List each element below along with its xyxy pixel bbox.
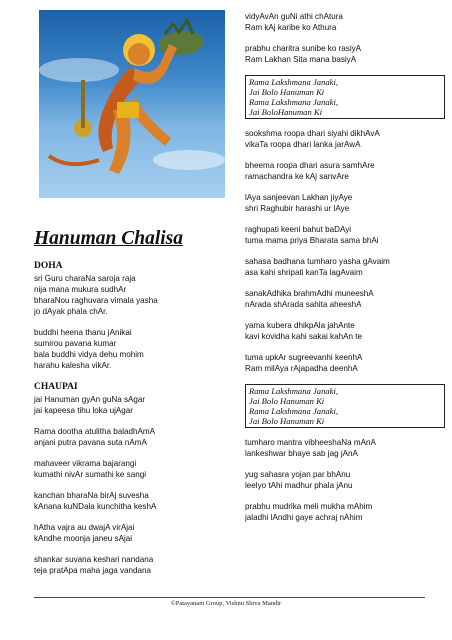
verse-stanza: [245, 11, 445, 33]
chorus-line: Rama Lakshmana Janaki,: [249, 406, 339, 416]
verse-line: nArada shArada sahita aheeshA: [245, 300, 362, 309]
chorus-box: [245, 384, 445, 428]
chorus-box: [245, 75, 445, 119]
verse-line: yama kubera dhikpAla jahAnte: [245, 321, 355, 330]
verse-line: vikaTa roopa dhari lanka jarAwA: [245, 140, 361, 149]
verse-stanza: [245, 352, 445, 374]
verse-stanza: [34, 273, 230, 317]
verse-stanza: [245, 437, 445, 459]
right-column: [245, 11, 445, 533]
hanuman-flying-icon: [39, 10, 225, 198]
verse-line: lankeshwar bhaye sab jag jAnA: [245, 449, 358, 458]
chaupai-heading: CHAUPAI: [34, 382, 78, 392]
verse-line: leelyo tAhi madhur phala jAnu: [245, 481, 353, 490]
verse-line: kAndhe moonja janeu sAjai: [34, 534, 133, 543]
verse-line: kanchan bharaNa birAj suvesha: [34, 491, 149, 500]
verse-line: buddhi heena thanu jAnikai: [34, 328, 132, 337]
verse-stanza: [34, 327, 230, 371]
left-column: [34, 10, 230, 586]
chorus-line: Jai Bolo Hanuman Ki: [249, 87, 325, 97]
chorus-line: Rama Lakshmana Janaki,: [249, 386, 339, 396]
verse-line: kAnana kuNDala kunchitha keshA: [34, 502, 157, 511]
chorus-line: Jai Bolo Hanuman Ki: [249, 396, 325, 406]
verse-stanza: [245, 320, 445, 342]
verse-line: vidyAvAn guNi athi chAtura: [245, 12, 343, 21]
verse-line: bala buddhi vidya dehu mohim: [34, 350, 144, 359]
verse-line: anjani putra pavana suta nAmA: [34, 438, 147, 447]
verse-line: sumirou pavana kumar: [34, 339, 117, 348]
verse-stanza: [34, 426, 230, 448]
verse-stanza: [245, 256, 445, 278]
verse-line: ramachandra ke kAj sanvAre: [245, 172, 349, 181]
verse-stanza: [245, 469, 445, 491]
chorus-line: Jai Bolo Hanuman Ki: [249, 416, 325, 426]
doha-heading: DOHA: [34, 261, 63, 271]
verse-line: lAya sanjeevan Lakhan jiyAye: [245, 193, 353, 202]
verse-line: bharaNou raghuvara vimala yasha: [34, 296, 158, 305]
verse-line: Ram Lakhan Sita mana basiyA: [245, 55, 357, 64]
verse-stanza: [245, 128, 445, 150]
verse-line: bheema roopa dhari asura samhAre: [245, 161, 375, 170]
verse-line: raghupati keeni bahut baDAyi: [245, 225, 352, 234]
verse-line: mahaveer vikrama bajarangi: [34, 459, 137, 468]
verse-line: jai kapeesa tihu loka ujAgar: [34, 406, 133, 415]
verse-line: kumathi nivAr sumathi ke sangi: [34, 470, 147, 479]
verse-line: Ram kAj karibe ko Athura: [245, 23, 337, 32]
verse-stanza: [245, 224, 445, 246]
verse-line: sookshma roopa dhari siyahi dikhAvA: [245, 129, 380, 138]
verse-line: jaladhi lAndhi gaye achraj nAhim: [245, 513, 363, 522]
verse-line: tuma upkAr sugreevanhi keenhA: [245, 353, 363, 362]
verse-stanza: [245, 288, 445, 310]
verse-line: jo dAyak phala chAr.: [34, 307, 108, 316]
verse-line: Ram milAya rAjapadha deenhA: [245, 364, 358, 373]
verse-line: sri Guru charaNa saroja raja: [34, 274, 136, 283]
verse-line: sanakAdhika brahmAdhi muneeshA: [245, 289, 374, 298]
chorus-line: Jai BoloHanuman Ki: [249, 107, 323, 117]
verse-line: prabhu charitra sunibe ko rasiyA: [245, 44, 362, 53]
verse-line: prabhu mudrika meli mukha mAhim: [245, 502, 373, 511]
verse-line: hAtha vajra au dwajA virAjai: [34, 523, 135, 532]
verse-line: kavi kovidha kahi sakai kahAn te: [245, 332, 362, 341]
verse-stanza: [34, 490, 230, 512]
verse-line: teja pratApa maha jaga vandana: [34, 566, 151, 575]
verse-stanza: [245, 501, 445, 523]
footer-copyright: ©Patayanam Group, Vishnu Shiva Mandir: [170, 600, 282, 607]
verse-line: shri Raghubir harashi ur lAye: [245, 204, 350, 213]
verse-line: Rama dootha atulitha baladhAmA: [34, 427, 156, 436]
verse-line: tumharo mantra vibheeshaNa mAnA: [245, 438, 376, 447]
verse-line: jai Hanuman gyAn guNa sAgar: [34, 395, 146, 404]
verse-stanza: [245, 160, 445, 182]
page-title: Hanuman Chalisa: [34, 228, 184, 249]
verse-line: shankar suvana keshari nandana: [34, 555, 154, 564]
chorus-line: Rama Lakshmana Janaki,: [249, 97, 339, 107]
verse-line: tuma mama priya Bharata sama bhAi: [245, 236, 379, 245]
verse-stanza: [34, 522, 230, 544]
verse-line: nija mana mukura sudhAr: [34, 285, 127, 294]
verse-stanza: [245, 43, 445, 65]
verse-line: harahu kalesha vikAr.: [34, 361, 112, 370]
verse-line: yug sahasra yojan par bhAnu: [245, 470, 351, 479]
verse-stanza: [245, 192, 445, 214]
footer-divider: [34, 597, 425, 598]
verse-line: sahasa badhana tumharo yasha gAvaim: [245, 257, 390, 266]
chorus-line: Rama Lakshmana Janaki,: [249, 77, 339, 87]
hanuman-illustration: [39, 10, 225, 198]
verse-stanza: [34, 394, 230, 416]
verse-stanza: [34, 458, 230, 480]
verse-line: asa kahi shripati kanTa lagAvaim: [245, 268, 363, 277]
verse-stanza: [34, 554, 230, 576]
